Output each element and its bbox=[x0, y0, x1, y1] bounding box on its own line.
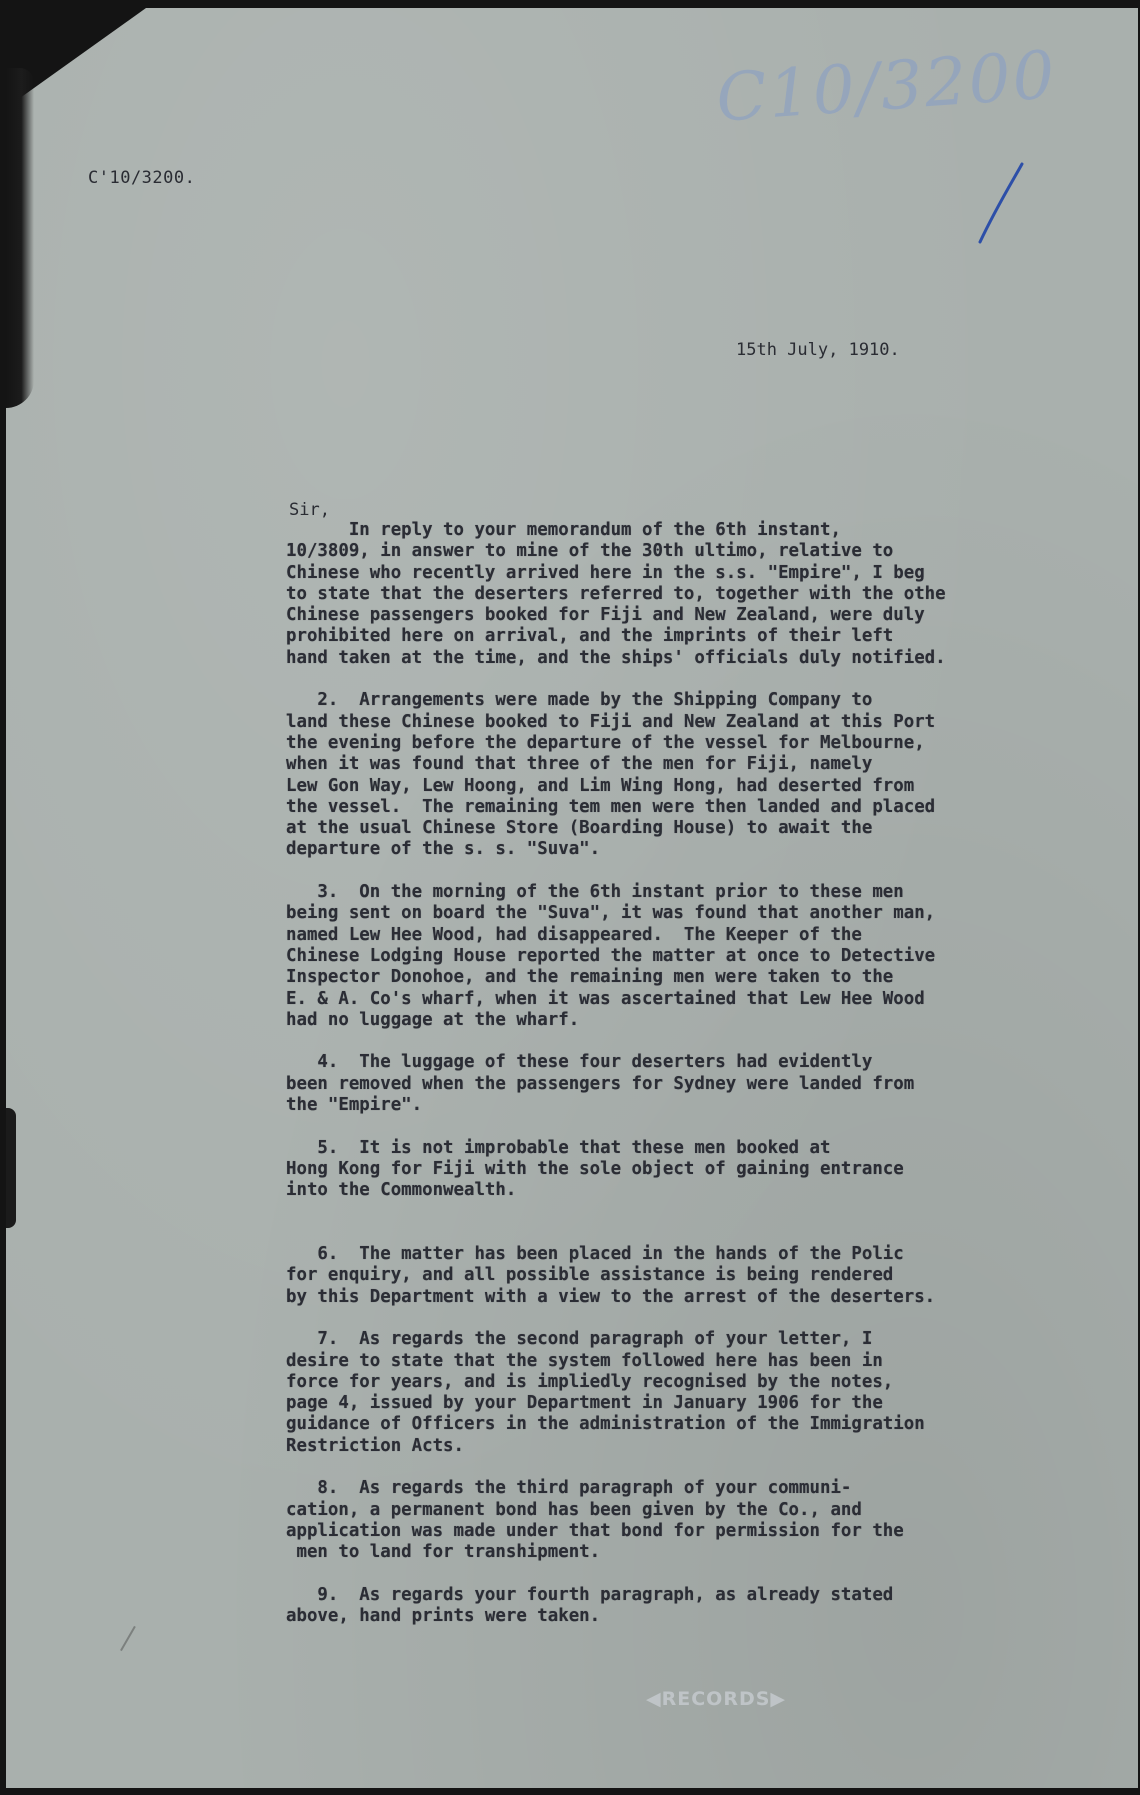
paragraph-gap bbox=[286, 669, 1126, 690]
paragraph-gap bbox=[286, 1457, 1126, 1478]
text-line: above, hand prints were taken. bbox=[286, 1606, 601, 1627]
text-line: 9. As regards your fourth paragraph, as already stated bbox=[286, 1584, 894, 1605]
text-line: being sent on board the "Suva", it was found that another man, bbox=[286, 903, 936, 924]
text-line: been removed when the passengers for Sydney were landed from bbox=[286, 1073, 915, 1094]
handwritten-file-number: C10/3200 bbox=[713, 36, 1059, 137]
paragraph-9 bbox=[286, 1585, 1126, 1628]
records-stamp-left-arrow: ◀ bbox=[646, 1688, 662, 1710]
text-line: application was made under that bond for permission for the bbox=[286, 1520, 904, 1541]
text-line: 4. The luggage of these four deserters had evidently bbox=[286, 1052, 873, 1073]
text-line: desire to state that the system followed here has been in bbox=[286, 1350, 883, 1371]
letter-date: 15th July, 1910. bbox=[736, 340, 900, 360]
paragraph-3 bbox=[286, 882, 1126, 1031]
text-line: force for years, and is impliedly recognised by the notes, bbox=[286, 1371, 894, 1392]
text-line: 2. Arrangements were made by the Shipping Company to bbox=[286, 690, 873, 711]
text-line: prohibited here on arrival, and the imprints of their left bbox=[286, 626, 894, 647]
text-line: 8. As regards the third paragraph of your communi- bbox=[286, 1478, 852, 1499]
text-line: the vessel. The remaining tem men were then landed and placed bbox=[286, 796, 936, 817]
records-stamp-right-arrow: ▶ bbox=[770, 1688, 787, 1710]
text-line: cation, a permanent bond has been given by the Co., and bbox=[286, 1499, 862, 1520]
paragraph-8 bbox=[286, 1478, 1126, 1563]
records-stamp bbox=[646, 1688, 786, 1710]
paragraph-1 bbox=[286, 520, 1126, 669]
text-line: Hong Kong for Fiji with the sole object of gaining entrance bbox=[286, 1158, 904, 1179]
text-line: guidance of Officers in the administration of the Immigration bbox=[286, 1414, 925, 1435]
paragraph-gap bbox=[286, 1116, 1126, 1137]
text-line: land these Chinese booked to Fiji and New Zealand at this Port bbox=[286, 711, 936, 732]
paragraph-7 bbox=[286, 1329, 1126, 1457]
torn-edge bbox=[6, 68, 34, 408]
torn-edge bbox=[6, 1108, 16, 1228]
text-line: 5. It is not improbable that these men booked at bbox=[286, 1137, 831, 1158]
text-line: to state that the deserters referred to, together with the othe bbox=[286, 583, 946, 604]
text-line: into the Commonwealth. bbox=[286, 1180, 517, 1201]
document-page bbox=[6, 8, 1138, 1788]
text-line: 3. On the morning of the 6th instant prior to these men bbox=[286, 882, 904, 903]
text-line: Chinese passengers booked for Fiji and New Zealand, were duly bbox=[286, 605, 925, 626]
text-line: when it was found that three of the men for Fiji, namely bbox=[286, 754, 873, 775]
paragraph-gap bbox=[286, 1308, 1126, 1329]
text-line: Chinese Lodging House reported the matter at once to Detective bbox=[286, 945, 936, 966]
text-line: page 4, issued by your Department in January 1906 for the bbox=[286, 1393, 883, 1414]
paragraph-gap bbox=[286, 1564, 1126, 1585]
text-line: named Lew Hee Wood, had disappeared. The Keeper of the bbox=[286, 924, 862, 945]
text-line: men to land for transhipment. bbox=[286, 1542, 601, 1563]
text-line: Inspector Donohoe, and the remaining men were taken to the bbox=[286, 967, 894, 988]
file-reference: C'10/3200. bbox=[88, 168, 196, 188]
fold-mark bbox=[120, 1626, 148, 1658]
paragraph-gap bbox=[286, 1031, 1126, 1052]
text-line: Chinese who recently arrived here in the s.s. "Empire", I beg bbox=[286, 562, 925, 583]
text-line: at the usual Chinese Store (Boarding House) to await the bbox=[286, 818, 873, 839]
paragraph-5 bbox=[286, 1138, 1126, 1202]
text-line: the "Empire". bbox=[286, 1095, 423, 1116]
paragraph-6 bbox=[286, 1223, 1126, 1308]
text-line: Restriction Acts. bbox=[286, 1435, 464, 1456]
text-line: 7. As regards the second paragraph of your letter, I bbox=[286, 1329, 873, 1350]
letter-body bbox=[286, 520, 1126, 1627]
text-line: departure of the s. s. "Suva". bbox=[286, 839, 601, 860]
text-line: E. & A. Co's wharf, when it was ascertained that Lew Hee Wood bbox=[286, 988, 925, 1009]
paragraph-gap bbox=[286, 1202, 1126, 1223]
paragraph-2 bbox=[286, 690, 1126, 860]
text-line: the evening before the departure of the vessel for Melbourne, bbox=[286, 732, 925, 753]
text-line: for enquiry, and all possible assistance is being rendered bbox=[286, 1265, 894, 1286]
text-line: by this Department with a view to the arrest of the deserters. bbox=[286, 1286, 936, 1307]
text-line: 10/3809, in answer to mine of the 30th ultimo, relative to bbox=[286, 541, 894, 562]
text-line: hand taken at the time, and the ships' officials duly notified. bbox=[286, 647, 946, 668]
paragraph-4 bbox=[286, 1052, 1126, 1116]
records-stamp-text: RECORDS bbox=[661, 1688, 771, 1710]
text-line: had no luggage at the wharf. bbox=[286, 1009, 580, 1030]
text-line: In reply to your memorandum of the 6th instant, bbox=[286, 520, 841, 540]
salutation: Sir, bbox=[289, 500, 330, 520]
text-line: 6. The matter has been placed in the hands of the Polic bbox=[286, 1244, 904, 1265]
text-line bbox=[286, 1223, 1126, 1244]
text-line: Lew Gon Way, Lew Hoong, and Lim Wing Hong, had deserted from bbox=[286, 775, 915, 796]
paragraph-gap bbox=[286, 861, 1126, 882]
